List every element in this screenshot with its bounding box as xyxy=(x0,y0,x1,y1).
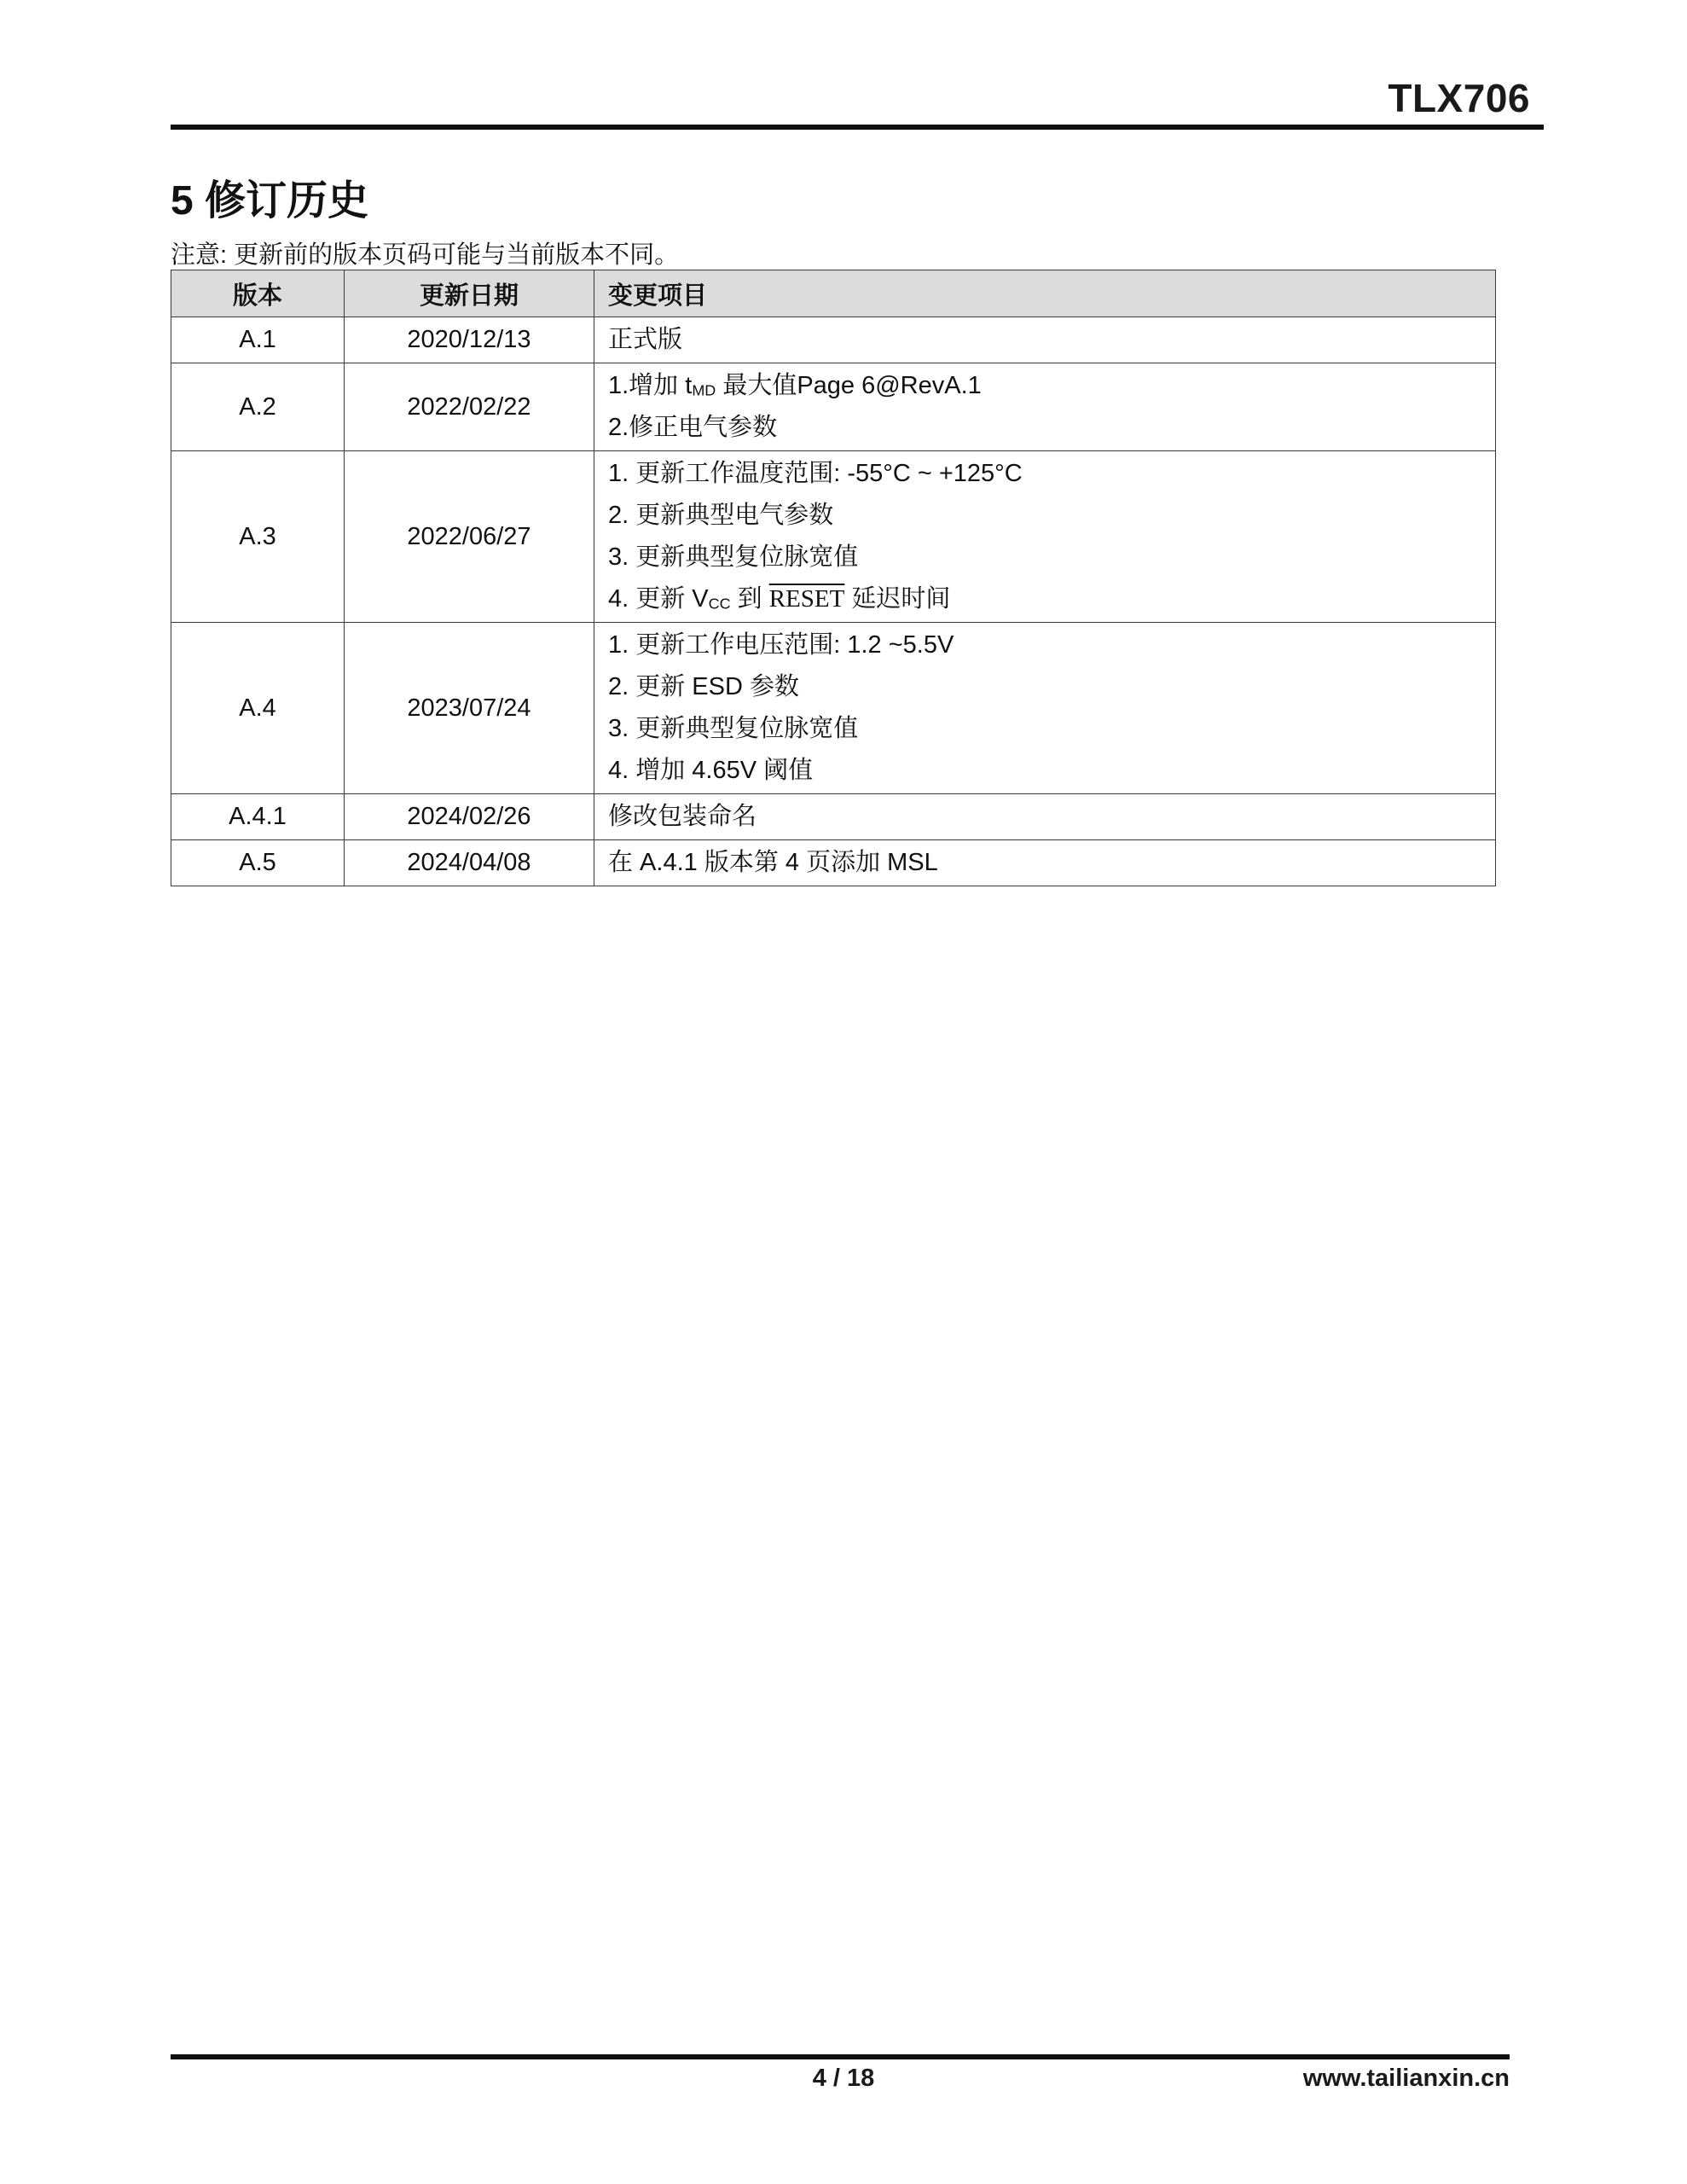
date-cell: 2022/02/22 xyxy=(345,363,594,451)
change-text: 最大值Page 6@RevA.1 xyxy=(716,372,982,399)
change-item: 修改包装命名 xyxy=(608,803,757,830)
page-number: 4 / 18 xyxy=(812,2065,875,2092)
change-item: 3. 更新典型复位脉宽值 xyxy=(608,715,859,742)
changes-cell xyxy=(594,623,1496,794)
table-row xyxy=(171,794,1496,840)
table-row xyxy=(171,363,1496,451)
date-cell: 2023/07/24 xyxy=(345,623,594,794)
column-header-date: 更新日期 xyxy=(345,270,594,317)
change-item: 正式版 xyxy=(608,326,683,353)
change-text: 延迟时间 xyxy=(844,585,951,613)
change-item xyxy=(608,578,1481,620)
version-cell: A.5 xyxy=(171,840,345,886)
date-cell: 2024/04/08 xyxy=(345,840,594,886)
table-row xyxy=(171,451,1496,623)
change-item: 2. 更新 ESD 参数 xyxy=(608,673,799,700)
section-title: 5 修订历史 xyxy=(171,178,369,224)
change-item: 1. 更新工作电压范围: 1.2 ~5.5V xyxy=(608,631,954,659)
change-item: 2. 更新典型电气参数 xyxy=(608,502,834,529)
table-row xyxy=(171,623,1496,794)
column-header-changes: 变更项目 xyxy=(594,270,1496,317)
changes-cell xyxy=(594,840,1496,886)
change-item: 在 A.4.1 版本第 4 页添加 MSL xyxy=(608,849,938,876)
changes-cell xyxy=(594,363,1496,451)
version-cell: A.2 xyxy=(171,363,345,451)
change-item: 3. 更新典型复位脉宽值 xyxy=(608,543,859,571)
table-body xyxy=(171,317,1496,886)
change-item: 1. 更新工作温度范围: -55°C ~ +125°C xyxy=(608,460,1023,487)
column-header-version: 版本 xyxy=(171,270,345,317)
table-row xyxy=(171,840,1496,886)
date-cell: 2022/06/27 xyxy=(345,451,594,623)
version-cell: A.4.1 xyxy=(171,794,345,840)
changes-cell xyxy=(594,794,1496,840)
change-text: 到 xyxy=(730,585,769,613)
date-cell: 2024/02/26 xyxy=(345,794,594,840)
change-item: 4. 增加 4.65V 阈值 xyxy=(608,757,814,784)
website-link[interactable]: www.tailianxin.cn xyxy=(1302,2065,1510,2092)
note-text: 注意: 更新前的版本页码可能与当前版本不同。 xyxy=(171,241,680,269)
date-cell: 2020/12/13 xyxy=(345,317,594,363)
table-row xyxy=(171,317,1496,363)
version-cell: A.1 xyxy=(171,317,345,363)
subscript-text: CC xyxy=(708,595,731,613)
part-number: TLX706 xyxy=(1388,76,1530,120)
version-cell: A.3 xyxy=(171,451,345,623)
revision-history-table xyxy=(171,270,1496,886)
header-divider xyxy=(171,125,1544,130)
changes-cell xyxy=(594,451,1496,623)
change-text: 4. 更新 V xyxy=(608,585,709,613)
footer-divider xyxy=(171,2054,1510,2059)
changes-cell xyxy=(594,317,1496,363)
change-text: 1.增加 t xyxy=(608,372,693,399)
version-cell: A.4 xyxy=(171,623,345,794)
overline-signal-text: RESET xyxy=(768,585,845,613)
change-item: 2.修正电气参数 xyxy=(608,414,778,441)
table-header-row xyxy=(171,270,1496,317)
change-item xyxy=(608,365,1481,407)
subscript-text: MD xyxy=(692,381,716,399)
